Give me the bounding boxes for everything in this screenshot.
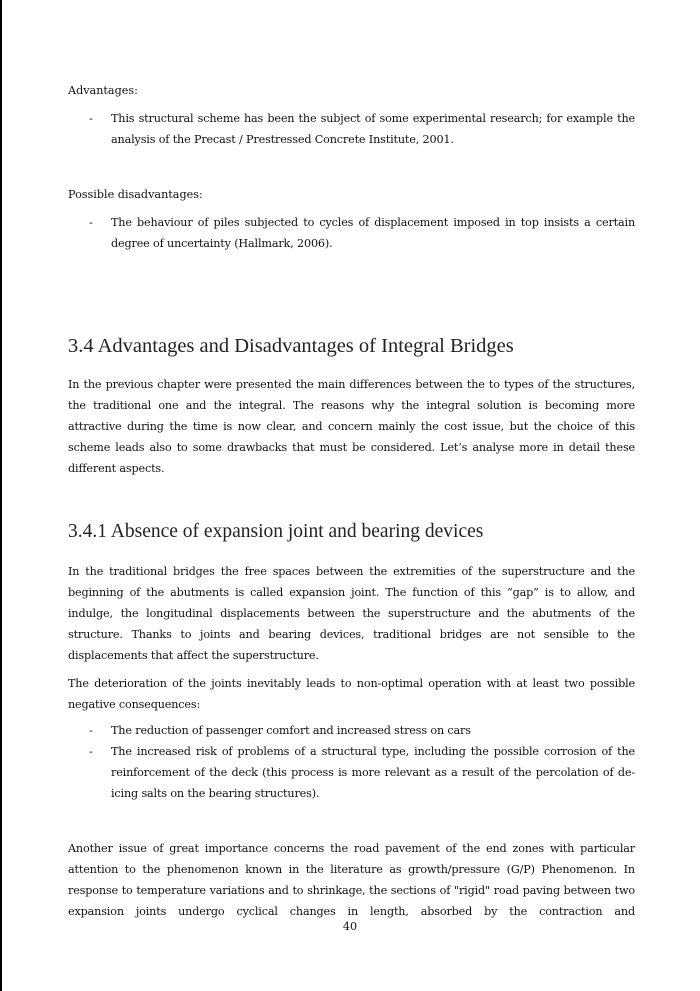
dash-bullet-icon: - — [89, 216, 93, 229]
advantages-list — [68, 108, 635, 150]
page-number: 40 — [342, 920, 358, 933]
section-3-4-1-paragraph-1: In the traditional bridges the free spaces between the extremities of the superstructure and the beginning of the abutments is called expansion joint. The function of this “gap” is to allow, and indulge, the longitudinal displacements between the superstructure and the abutments of the structure. Thanks to joints and bearing devices, traditional bridges are not sensible to the displacements that affect the superstructure. — [68, 565, 635, 662]
list-item — [68, 720, 635, 741]
dash-bullet-icon: - — [89, 724, 93, 737]
dash-bullet-icon: - — [89, 745, 93, 758]
section-heading-3-4: 3.4 Advantages and Disadvantages of Integral Bridges — [68, 335, 514, 357]
section-heading-3-4-1: 3.4.1 Absence of expansion joint and bearing devices — [68, 521, 484, 542]
section-3-4-1-paragraph-2: The deterioration of the joints inevitably leads to non-optimal operation with at least two possible negative consequences: — [68, 677, 635, 711]
section-3-4-paragraph: In the previous chapter were presented the main differences between the to types of the structures, the traditional one and the integral. The reasons why the integral solution is becoming more attractive during the time is now clear, and concern mainly the cost issue, but the choice of this scheme leads also to some drawbacks that must be considered. Let’s analyse more in detail these different aspects. — [68, 378, 635, 475]
page-left-border — [0, 0, 2, 991]
list-item-text: This structural scheme has been the subject of some experimental research; for example the analysis of the Precast / Prestressed Concrete Institute, 2001. — [111, 112, 635, 146]
disadvantages-label: Possible disadvantages: — [68, 188, 203, 201]
list-item-text: The reduction of passenger comfort and increased stress on cars — [111, 724, 471, 737]
advantages-label: Advantages: — [68, 84, 138, 97]
dash-bullet-icon: - — [89, 112, 93, 125]
list-item — [68, 212, 635, 254]
section-3-4-1-paragraph-3: Another issue of great importance concerns the road pavement of the end zones with particular attention to the phenomenon known in the literature as growth/pressure (G/P) Phenomenon. In response to temperature variations and to shrinkage, the sections of "rigid" road paving between two expansion joints undergo cyclical changes in length, absorbed by the contraction and — [68, 842, 635, 918]
list-item-text: The behaviour of piles subjected to cycles of displacement imposed in top insists a certain degree of uncertainty (Hallmark, 2006). — [111, 216, 635, 250]
list-item — [68, 108, 635, 150]
list-item-text: The increased risk of problems of a structural type, including the possible corrosion of the reinforcement of the deck (this process is more relevant as a result of the percolation of de-icing salts on the bearing structures). — [111, 745, 635, 800]
list-item — [68, 741, 635, 804]
consequences-list — [68, 720, 635, 804]
disadvantages-list — [68, 212, 635, 254]
